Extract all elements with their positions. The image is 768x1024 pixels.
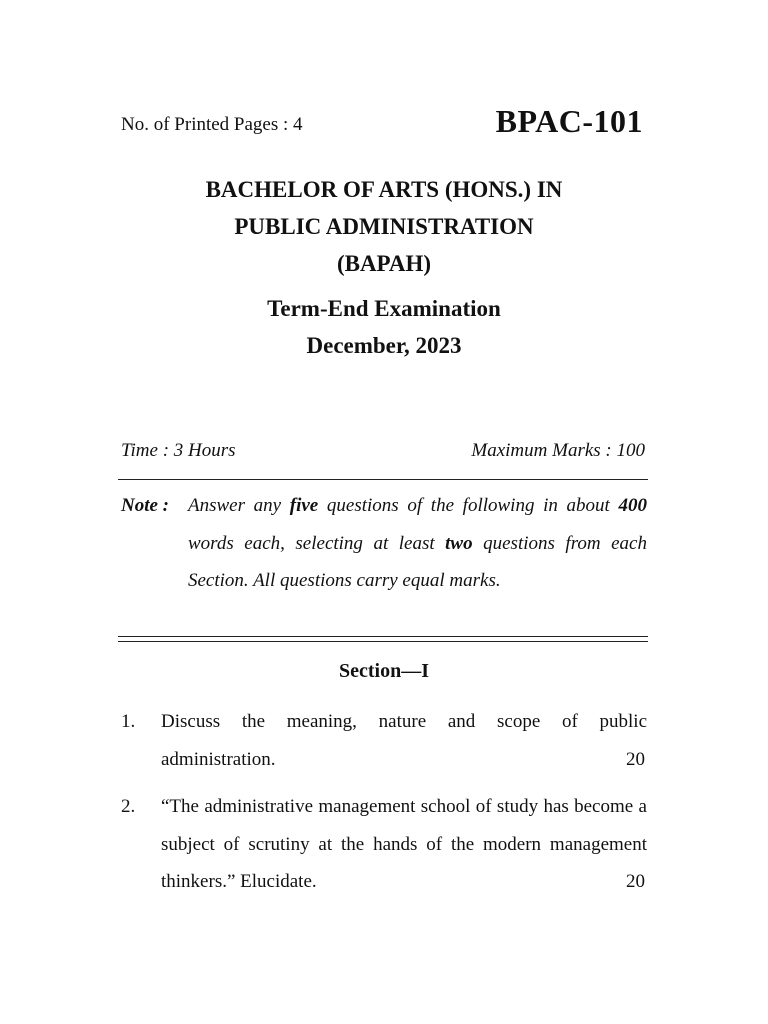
- note-text: Answer any five questions of the following in about 400 words each, selecting at least two questions from each Section. All questions carry equal marks.: [188, 495, 647, 591]
- question-number: 2.: [121, 796, 136, 817]
- title-line-5: December, 2023: [306, 333, 462, 358]
- exam-meta-row: [121, 440, 645, 462]
- course-code: BPAC-101: [495, 103, 643, 139]
- question-2: [121, 788, 647, 901]
- divider-top: [118, 479, 648, 480]
- time-allowed: Time : 3 Hours: [121, 440, 236, 461]
- question-number: 1.: [121, 711, 136, 732]
- divider-double-upper: [118, 636, 648, 637]
- question-marks: 20: [626, 748, 645, 770]
- question-1: [121, 703, 647, 778]
- instructions-note: [121, 487, 647, 600]
- note-label: Note :: [121, 495, 170, 516]
- divider-double-lower: [118, 641, 648, 642]
- title-line-2: PUBLIC ADMINISTRATION: [234, 214, 534, 239]
- exam-subtitle: [0, 290, 768, 364]
- maximum-marks: Maximum Marks : 100: [471, 440, 645, 461]
- title-line-4: Term-End Examination: [267, 296, 501, 321]
- question-text: Discuss the meaning, nature and scope of public administration.: [161, 711, 647, 770]
- title-line-1: BACHELOR OF ARTS (HONS.) IN: [205, 177, 563, 202]
- exam-title: [0, 171, 768, 282]
- section-heading: Section—I: [339, 660, 429, 682]
- printed-pages-count: No. of Printed Pages : 4: [121, 114, 303, 135]
- title-line-3: (BAPAH): [336, 251, 432, 276]
- question-text: “The administrative management school of study has become a subject of scrutiny at the hands of the modern management thinkers.” Elucidate.: [161, 796, 647, 892]
- question-marks: 20: [626, 871, 645, 892]
